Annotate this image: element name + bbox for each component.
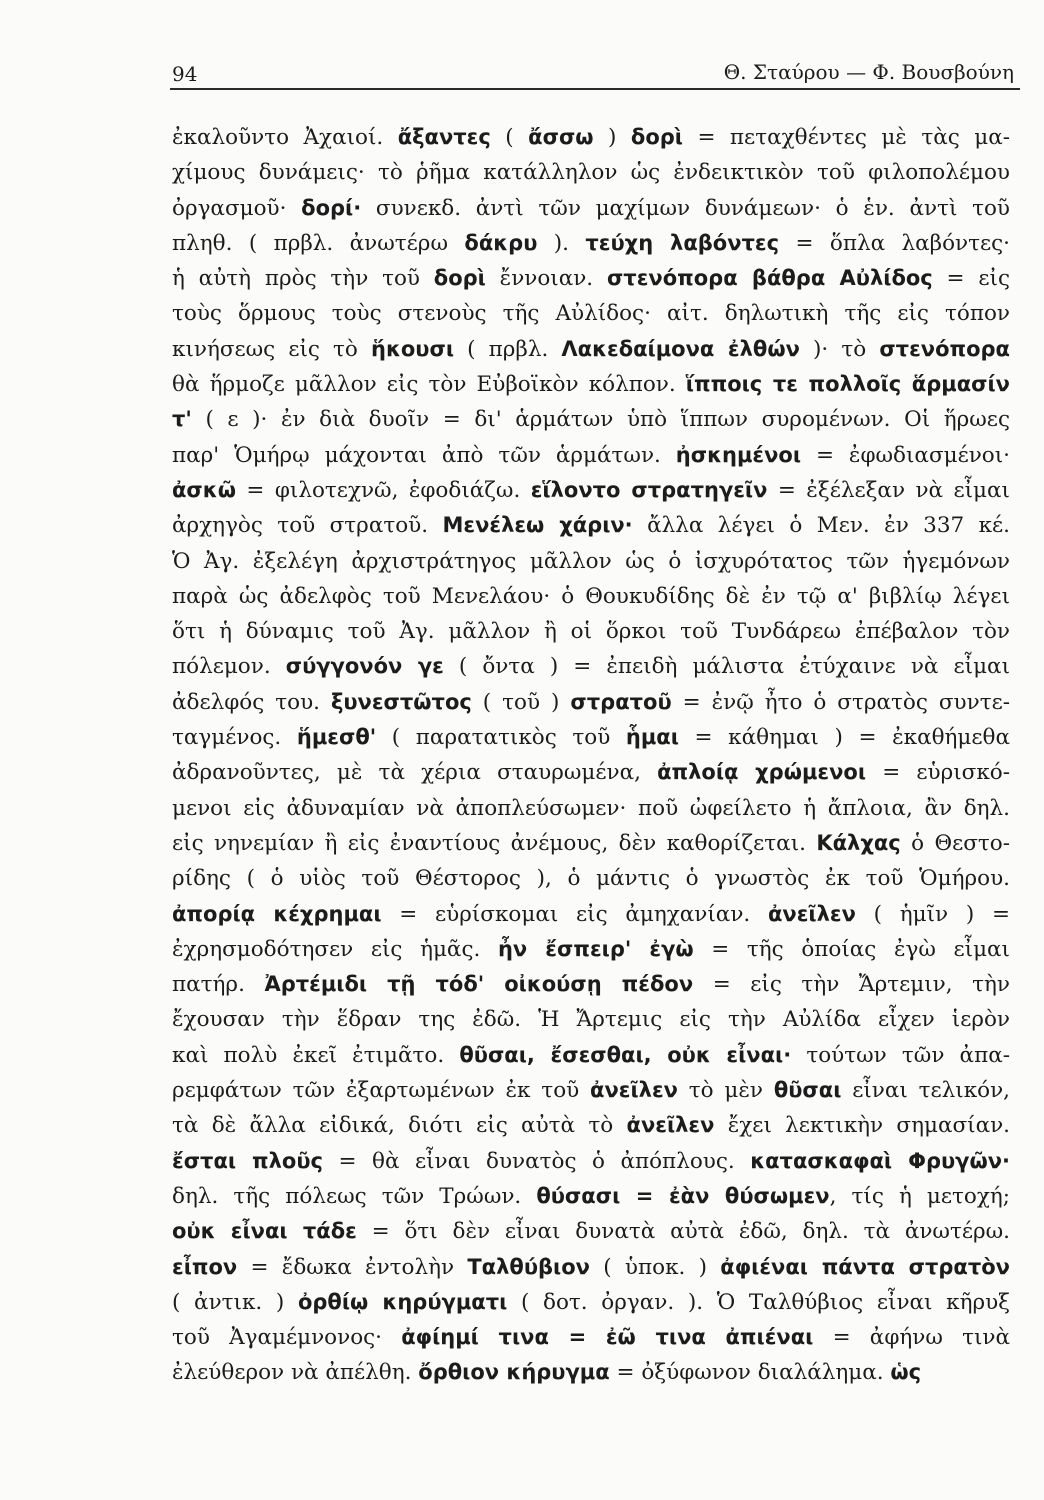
text-line bbox=[172, 967, 1010, 1002]
gloss-text: = εἰς τὴν Ἄρτεμιν, τὴν bbox=[693, 972, 1010, 998]
lemma-term: ἧμαι bbox=[625, 725, 679, 750]
gloss-text: ἀδελφός του. bbox=[172, 689, 331, 715]
text-line bbox=[172, 155, 1010, 190]
gloss-text: τοῦ Ἀγαμέμνονος· bbox=[172, 1325, 402, 1351]
text-line bbox=[172, 897, 1010, 932]
gloss-text: Ὁ Ἀγ. ἐξελέγη ἀρχιστράτηγος μᾶλλον ὡς ὁ ἰσχυρότατος τῶν ἡγεμόνων bbox=[172, 548, 1010, 574]
lemma-term: σύγγονόν γε bbox=[285, 654, 444, 679]
lemma-term: οὐκ εἶναι τάδε bbox=[172, 1219, 357, 1244]
gloss-text: εἰς νηνεμίαν ἢ εἰς ἐναντίους ἀνέμους, δὲν καθορίζεται. bbox=[172, 830, 817, 856]
gloss-text: = εὑρισκό- bbox=[866, 760, 1010, 786]
gloss-text: ( ε )· ἐν διὰ δυοῖν = δι' ἁρμάτων ὑπὸ ἵππων συρομένων. Οἱ ἥρωες bbox=[191, 407, 1010, 433]
text-line bbox=[172, 826, 1010, 861]
lemma-term: θύσασι = ἐὰν θύσωμεν bbox=[536, 1183, 830, 1208]
gloss-text: ἀρχηγὸς τοῦ στρατοῦ. bbox=[172, 513, 443, 539]
text-line bbox=[172, 861, 1010, 896]
gloss-text: ( ὑποκ. ) bbox=[589, 1254, 721, 1280]
lemma-term: εἶπον bbox=[172, 1254, 238, 1279]
text-line bbox=[172, 120, 1010, 155]
gloss-text: τὸ μὲν bbox=[677, 1078, 774, 1104]
gloss-text: χίμους δυνάμεις· τὸ ῥῆμα κατάλληλον ὡς ἐνδεικτικὸν τοῦ φιλοπολέμου bbox=[172, 160, 1010, 186]
gloss-text: μενοι εἰς ἀδυναμίαν νὰ ἀποπλεύσωμεν· ποῦ ὠφείλετο ἡ ἄπλοια, ἂν δηλ. bbox=[172, 795, 1010, 821]
gloss-text: ρίδης ( ὁ υἱὸς τοῦ Θέστορος ), ὁ μάντις ὁ γνωστὸς ἐκ τοῦ Ὁμήρου. bbox=[172, 866, 1010, 892]
gloss-text: πληθ. ( πρβλ. ἀνωτέρω bbox=[172, 230, 465, 256]
lemma-term: ἀφίημί τινα = ἐῶ τινα ἀπιέναι bbox=[401, 1325, 814, 1350]
gloss-text: ἐχρησμοδότησεν εἰς ἡμᾶς. bbox=[172, 936, 498, 962]
gloss-text: παρ' Ὁμήρῳ μάχονται ἀπὸ τῶν ἁρμάτων. bbox=[172, 442, 676, 468]
lemma-term: ἀνεῖλεν bbox=[626, 1113, 715, 1138]
gloss-text: συνεκδ. ἀντὶ τῶν μαχίμων δυνάμεων· ὁ ἑν. ἀντὶ τοῦ bbox=[361, 195, 1010, 221]
lemma-term: ἵπποις τε πολλοῖς ἅρμασίν bbox=[685, 372, 1010, 397]
page-header bbox=[170, 58, 1020, 90]
lemma-term: Λακεδαίμονα ἐλθών bbox=[561, 336, 800, 361]
gloss-text: τούτων τῶν ἀπα- bbox=[791, 1042, 1010, 1068]
page-number: 94 bbox=[172, 62, 198, 86]
gloss-text: = ἐφωδιασμένοι· bbox=[801, 442, 1010, 468]
lemma-term: θῦσαι, ἔσεσθαι, οὐκ εἶναι· bbox=[459, 1042, 792, 1067]
lemma-term: ἔσται πλοῦς bbox=[172, 1148, 323, 1173]
gloss-text: δηλ. τῆς πόλεως τῶν Τρώων. bbox=[172, 1183, 537, 1209]
gloss-text: τοὺς ὅρμους τοὺς στενοὺς τῆς Αὐλίδος· αἰτ. δηλωτικὴ τῆς εἰς τόπον bbox=[172, 301, 1010, 327]
gloss-text: = ὅτι δὲν εἶναι δυνατὰ αὐτὰ ἐδῶ, δηλ. τὰ ἀνωτέρω. bbox=[356, 1219, 1010, 1245]
text-line bbox=[172, 1355, 1010, 1390]
gloss-text: ( ἡμῖν ) = bbox=[855, 901, 1010, 927]
text-line bbox=[172, 685, 1010, 720]
text-line bbox=[172, 544, 1010, 579]
gloss-text: = ἐξέλεξαν νὰ εἶμαι bbox=[767, 477, 1010, 503]
lemma-term: Κάλχας bbox=[816, 830, 901, 855]
gloss-text: κινήσεως εἰς τὸ bbox=[172, 336, 371, 362]
gloss-text: ( τοῦ ) bbox=[471, 689, 571, 715]
gloss-text: = κάθημαι ) = ἐκαθήμεθα bbox=[678, 725, 1010, 751]
lemma-term: ἠσκημένοι bbox=[675, 442, 802, 467]
lemma-term: Μενέλεω χάριν· bbox=[442, 513, 633, 538]
gloss-text: = εὑρίσκομαι εἰς ἀμηχανίαν. bbox=[381, 901, 768, 927]
text-line bbox=[172, 1320, 1010, 1355]
lemma-term: ἀνεῖλεν bbox=[590, 1078, 678, 1103]
lemma-term: ἄσσω bbox=[528, 125, 594, 149]
text-line bbox=[172, 1002, 1010, 1037]
gloss-text: = τῆς ὁποίας ἐγὼ εἶμαι bbox=[693, 936, 1010, 962]
gloss-text: = ἔδωκα ἐντολὴν bbox=[237, 1254, 468, 1280]
gloss-text: ὅτι ἡ δύναμις τοῦ Ἀγ. μᾶλλον ἢ οἱ ὅρκοι τοῦ Τυνδάρεω ἐπέβαλον τὸν bbox=[172, 619, 1010, 645]
text-line bbox=[172, 367, 1010, 402]
text-line bbox=[172, 649, 1010, 684]
lemma-term: τ' bbox=[172, 407, 192, 432]
gloss-text: ( ὄντα ) = ἐπειδὴ μάλιστα ἐτύχαινε νὰ εἶμαι bbox=[443, 654, 1010, 680]
gloss-text: εἶναι τελικόν, bbox=[841, 1078, 1010, 1104]
gloss-text: )· τὸ bbox=[799, 336, 880, 362]
lemma-term: ἄξαντες bbox=[397, 125, 491, 149]
gloss-text: παρὰ ὡς ἀδελφὸς τοῦ Μενελάου· ὁ Θουκυδίδης δὲ ἐν τῷ α' βιβλίῳ λέγει bbox=[172, 583, 1010, 609]
gloss-text: ἔχει λεκτικὴν σημασίαν. bbox=[714, 1113, 1010, 1139]
text-line bbox=[172, 226, 1010, 261]
text-line bbox=[172, 508, 1010, 543]
gloss-text: ( δοτ. ὀργαν. ). Ὁ Ταλθύβιος εἶναι κῆρυξ bbox=[507, 1289, 1010, 1315]
text-line bbox=[172, 932, 1010, 967]
gloss-text: ( ἀντικ. ) bbox=[172, 1289, 298, 1315]
text-line bbox=[172, 438, 1010, 473]
gloss-text: , τίς ἡ μετοχή; bbox=[829, 1183, 1010, 1209]
lemma-term: εἵλοντο στρατηγεῖν bbox=[530, 477, 768, 502]
lemma-term: στρατοῦ bbox=[570, 689, 672, 714]
gloss-text: = ἐνῷ ἦτο ὁ στρατὸς συντε- bbox=[671, 689, 1010, 715]
gloss-text: καὶ πολὺ ἐκεῖ ἐτιμᾶτο. bbox=[172, 1042, 460, 1068]
lemma-term: θῦσαι bbox=[773, 1078, 842, 1103]
lemma-term: δορὶ bbox=[433, 266, 486, 291]
gloss-text: ὀργασμοῦ· bbox=[172, 195, 302, 221]
gloss-text: = ὀξύφωνον διαλάλημα. bbox=[609, 1360, 891, 1386]
lemma-term: ἀπορίᾳ κέχρημαι bbox=[172, 901, 382, 926]
text-line bbox=[172, 332, 1010, 367]
lemma-term: ὀρθίῳ κηρύγματι bbox=[297, 1289, 508, 1314]
gloss-text: θὰ ἥρμοζε μᾶλλον εἰς τὸν Εὐβοϊκὸν κόλπον. bbox=[172, 372, 686, 398]
text-line bbox=[172, 791, 1010, 826]
text-line bbox=[172, 296, 1010, 331]
text-line bbox=[172, 1250, 1010, 1285]
text-line bbox=[172, 261, 1010, 296]
gloss-text: = ὅπλα λαβόντες· bbox=[779, 230, 1010, 256]
text-line bbox=[172, 1144, 1010, 1179]
text-line bbox=[172, 579, 1010, 614]
lemma-term: ἀφιέναι πάντα στρατὸν bbox=[720, 1254, 1010, 1279]
text-line bbox=[172, 755, 1010, 790]
lemma-term: Ταλθύβιον bbox=[467, 1254, 590, 1279]
gloss-text: = ἀφήνω τινὰ bbox=[813, 1325, 1010, 1351]
text-line bbox=[172, 1285, 1010, 1320]
gloss-text: = πεταχθέντες μὲ τὰς μα- bbox=[682, 125, 1010, 150]
gloss-text: ἡ αὐτὴ πρὸς τὴν τοῦ bbox=[172, 266, 434, 292]
lemma-term: ἦν ἔσπειρ' ἐγὼ bbox=[497, 936, 694, 961]
gloss-text: πατήρ. bbox=[172, 972, 265, 998]
text-line bbox=[172, 473, 1010, 508]
lemma-term: Ἀρτέμιδι τῇ τόδ' οἰκούσῃ πέδον bbox=[264, 972, 694, 997]
gloss-text: ( bbox=[490, 125, 529, 150]
lemma-term: ἀσκῶ bbox=[172, 477, 236, 502]
lemma-term: δάκρυ bbox=[464, 230, 538, 255]
lemma-term: ἥκουσι bbox=[371, 336, 455, 361]
lemma-term: ἥμεσθ' bbox=[296, 725, 377, 750]
lemma-term: ὄρθιον κήρυγμα bbox=[418, 1360, 610, 1385]
text-line bbox=[172, 614, 1010, 649]
gloss-text: ἀδρανοῦντες, μὲ τὰ χέρια σταυρωμένα, bbox=[172, 760, 658, 786]
gloss-text: = εἰς bbox=[932, 266, 1010, 292]
gloss-text: ἔννοιαν. bbox=[485, 266, 607, 292]
gloss-text: ) bbox=[593, 125, 631, 150]
gloss-text: = θὰ εἶναι δυνατὸς ὁ ἀπόπλους. bbox=[323, 1148, 751, 1174]
text-line bbox=[172, 1179, 1010, 1214]
text-line bbox=[172, 402, 1010, 437]
gloss-text: πόλεμον. bbox=[172, 654, 286, 680]
commentary-text bbox=[172, 120, 1010, 1391]
lemma-term: δορὶ bbox=[630, 125, 683, 149]
lemma-term: δορί· bbox=[301, 195, 362, 220]
gloss-text: ἐλεύθερον νὰ ἀπέλθη. bbox=[172, 1360, 419, 1386]
running-title: Θ. Σταύρου — Φ. Βουσβούνη bbox=[723, 60, 1014, 84]
gloss-text: ( πρβλ. bbox=[454, 336, 562, 362]
lemma-term: ἀνεῖλεν bbox=[767, 901, 856, 926]
gloss-text: ἔχουσαν τὴν ἕδραν της ἐδῶ. Ἡ Ἄρτεμις εἰς τὴν Αὐλίδα εἶχεν ἱερὸν bbox=[172, 1007, 1010, 1033]
text-line bbox=[172, 1214, 1010, 1249]
gloss-text: τὰ δὲ ἄλλα εἰδικά, διότι εἰς αὐτὰ τὸ bbox=[172, 1113, 627, 1139]
gloss-text: ( παρατατικὸς τοῦ bbox=[376, 725, 626, 751]
lemma-term: κατασκαφαὶ Φρυγῶν· bbox=[750, 1148, 1010, 1173]
gloss-text: = φιλοτεχνῶ, ἐφοδιάζω. bbox=[235, 477, 531, 503]
lemma-term: ξυνεστῶτος bbox=[330, 689, 472, 714]
lemma-term: ὡς bbox=[890, 1360, 922, 1385]
gloss-text: ἄλλα λέγει ὁ Μεν. ἐν 337 κέ. bbox=[632, 513, 1010, 539]
text-line bbox=[172, 720, 1010, 755]
text-line bbox=[172, 1038, 1010, 1073]
gloss-text: ὁ Θεστο- bbox=[900, 830, 1010, 856]
text-line bbox=[172, 191, 1010, 226]
text-line bbox=[172, 1073, 1010, 1108]
lemma-term: στενόπορα bbox=[879, 336, 1010, 361]
lemma-term: στενόπορα βάθρα Αὐλίδος bbox=[606, 266, 933, 291]
gloss-text: ταγμένος. bbox=[172, 725, 297, 751]
gloss-text: ). bbox=[537, 230, 586, 256]
gloss-text: ἐκαλοῦντο Ἀχαιοί. bbox=[172, 125, 398, 150]
text-line bbox=[172, 1108, 1010, 1143]
lemma-term: τεύχη λαβόντες bbox=[585, 230, 780, 255]
gloss-text: ρεμφάτων τῶν ἐξαρτωμένων ἐκ τοῦ bbox=[172, 1078, 591, 1104]
lemma-term: ἀπλοίᾳ χρώμενοι bbox=[657, 760, 867, 785]
